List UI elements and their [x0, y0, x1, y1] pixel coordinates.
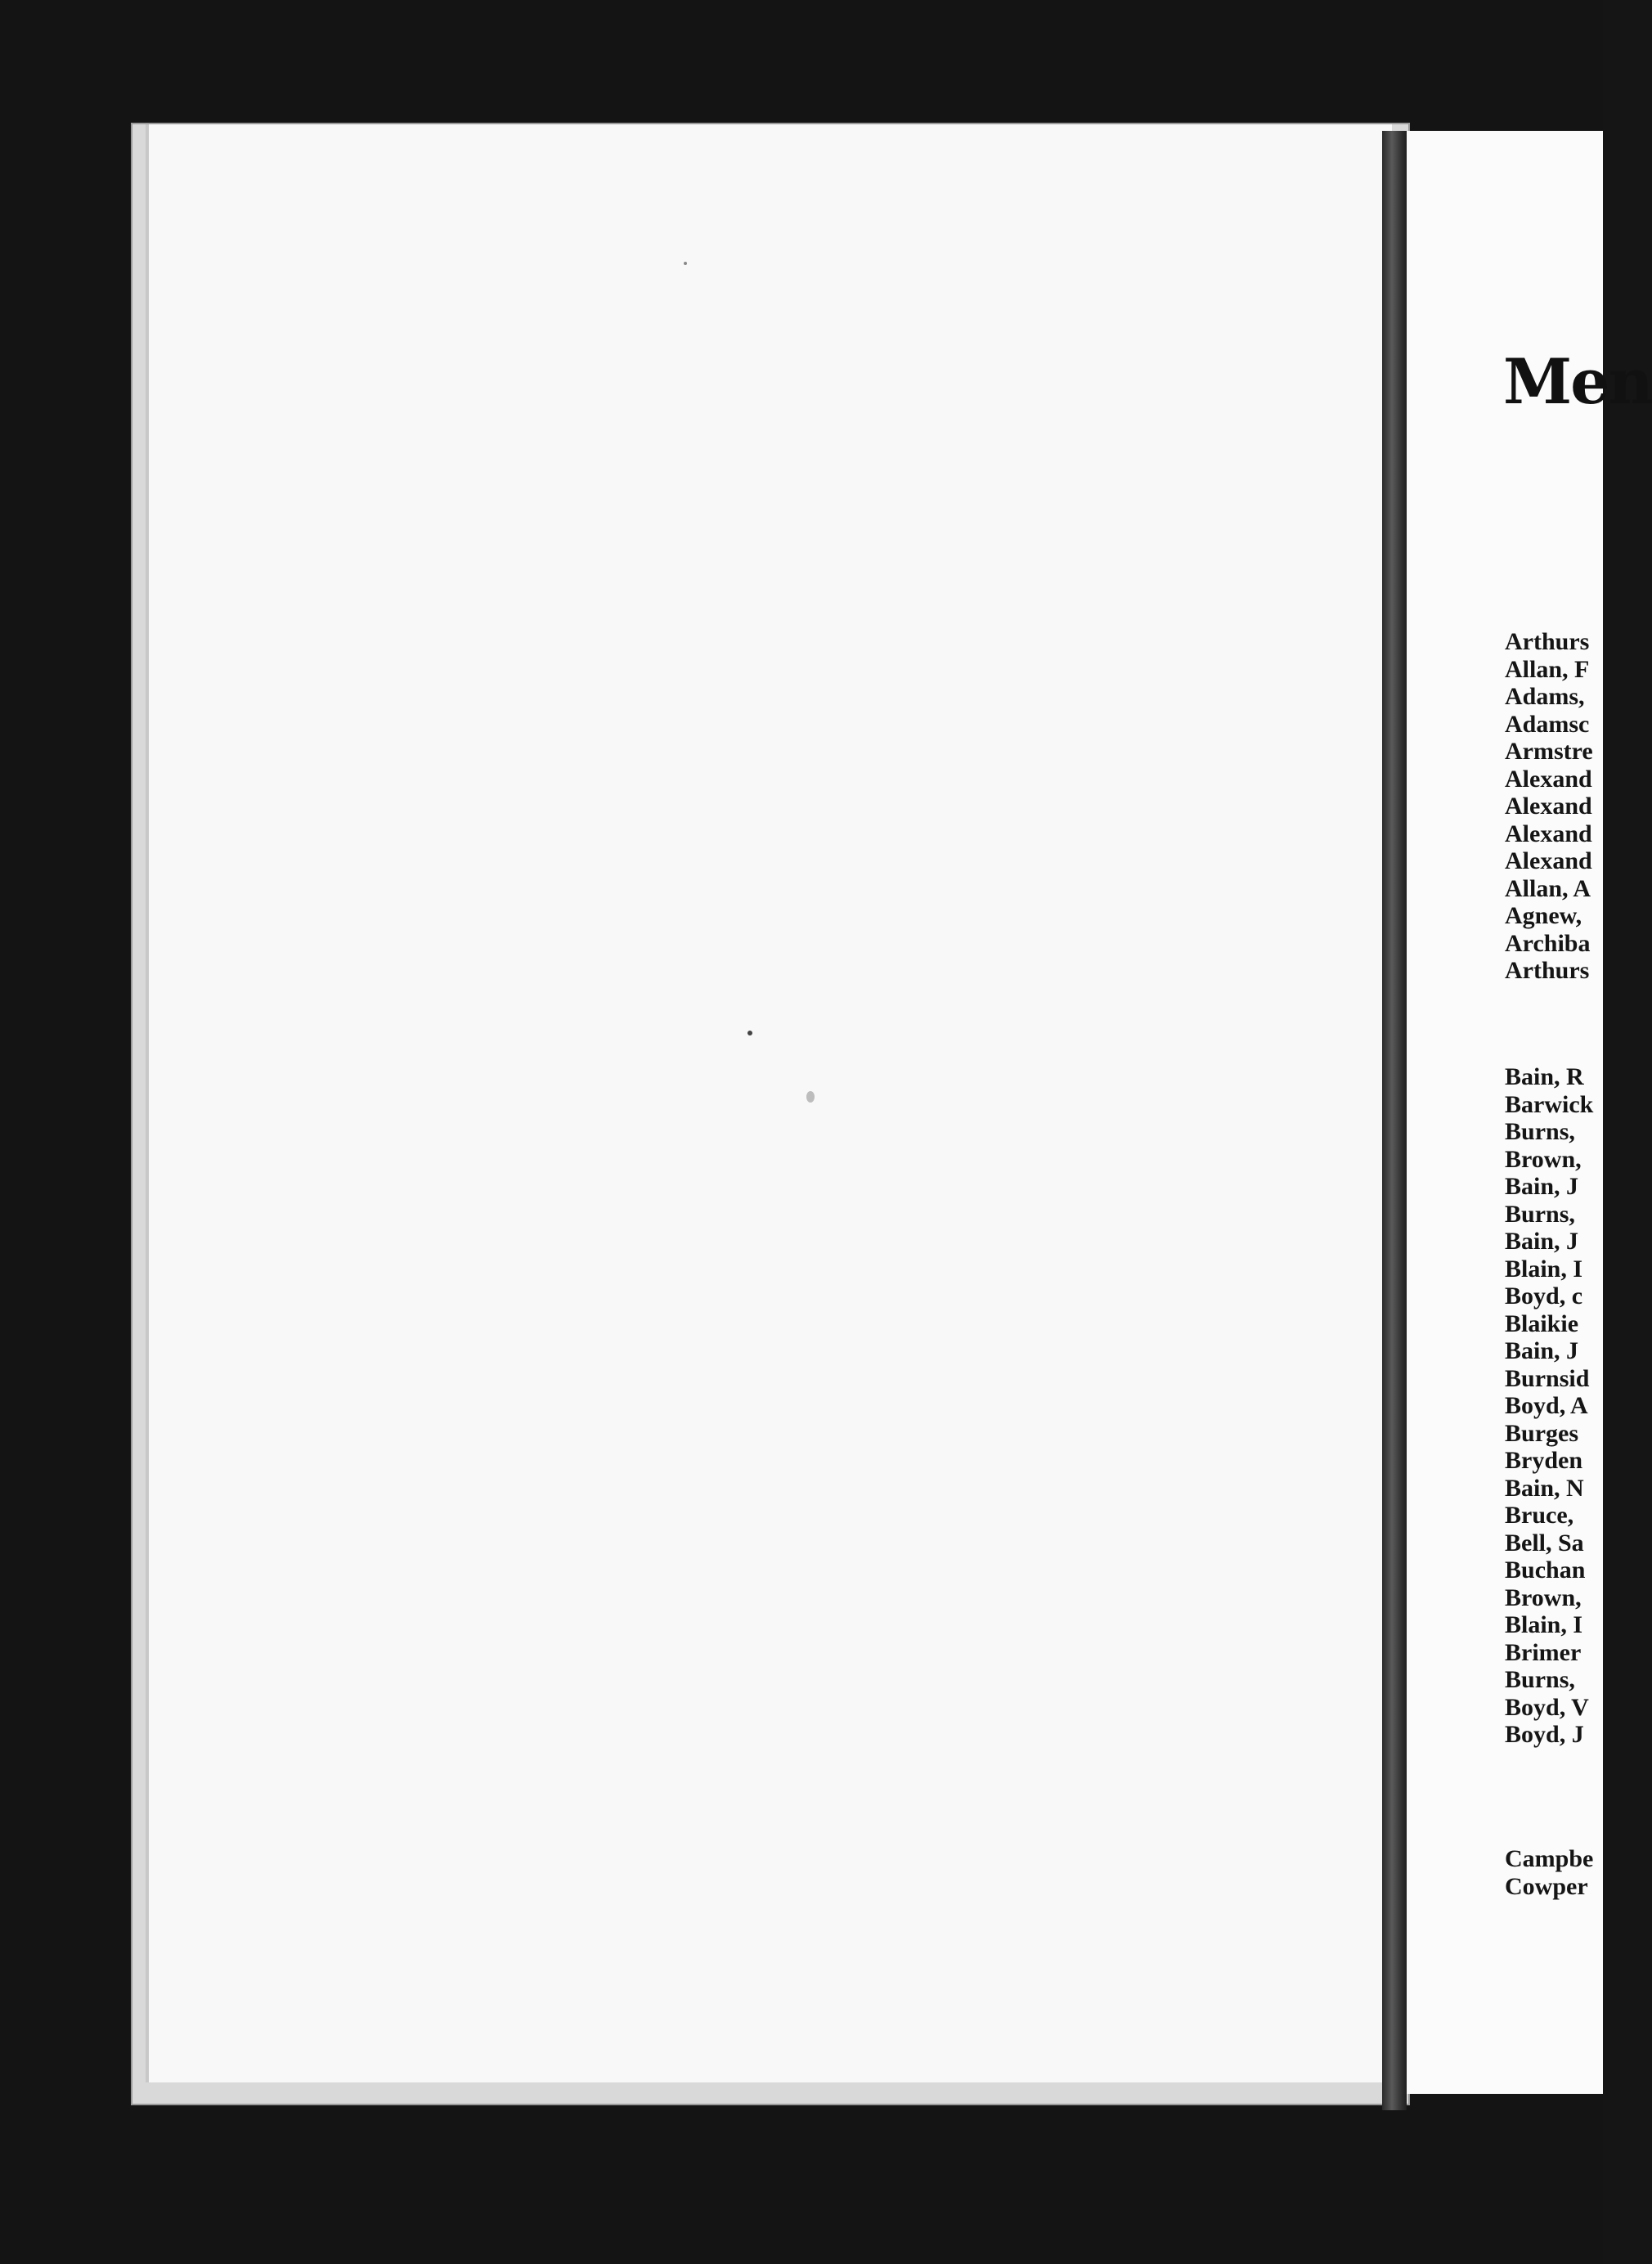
list-item: Barwick [1505, 1090, 1594, 1118]
list-item: Alexand [1505, 793, 1592, 820]
list-item: Bain, J [1505, 1337, 1579, 1364]
list-item: Boyd, J [1505, 1721, 1584, 1748]
list-item: Boyd, c [1505, 1282, 1583, 1309]
right-page [1407, 131, 1652, 2094]
list-item: Bain, J [1505, 1173, 1579, 1200]
paper-speck [684, 262, 687, 265]
list-item: Blain, I [1505, 1611, 1583, 1638]
list-item: Adams, [1505, 683, 1585, 710]
list-item: Brown, [1505, 1145, 1582, 1173]
book-gutter [1382, 131, 1407, 2110]
list-item: Boyd, V [1505, 1693, 1589, 1721]
list-item: Burnsid [1505, 1364, 1590, 1392]
name-list-c [1505, 1845, 1593, 1900]
list-item: Armstre [1505, 738, 1593, 765]
list-item: Alexand [1505, 847, 1592, 874]
list-item: Bain, R [1505, 1063, 1584, 1090]
list-item: Burns, [1505, 1118, 1575, 1145]
list-item: Allan, F [1505, 655, 1590, 683]
page-heading: Men [1503, 345, 1652, 418]
paper-speck [806, 1091, 815, 1103]
name-list-b [1505, 1063, 1593, 1749]
list-item: Bell, Sa [1505, 1529, 1584, 1556]
list-item: Burns, [1505, 1666, 1575, 1693]
list-item: Burges [1505, 1419, 1578, 1447]
list-item: Cowper [1505, 1872, 1588, 1900]
list-item: Archiba [1505, 929, 1591, 957]
list-item: Alexand [1505, 820, 1592, 847]
list-item: Allan, A [1505, 874, 1591, 902]
list-item: Blaikie [1505, 1309, 1579, 1337]
list-item: Arthurs [1505, 628, 1590, 655]
list-item: Buchan [1505, 1556, 1586, 1583]
list-item: Alexand [1505, 765, 1592, 793]
list-item: Bryden [1505, 1447, 1583, 1474]
list-item: Adamsc [1505, 710, 1590, 738]
list-item: Campbe [1505, 1845, 1594, 1872]
list-item: Bruce, [1505, 1502, 1574, 1529]
blank-left-page [146, 124, 1392, 2082]
name-list-a [1505, 628, 1593, 985]
list-item: Arthurs [1505, 957, 1590, 984]
list-item: Burns, [1505, 1200, 1575, 1228]
list-item: Brimer [1505, 1638, 1582, 1666]
list-item: Bain, N [1505, 1474, 1584, 1502]
list-item: Blain, I [1505, 1255, 1583, 1282]
list-item: Agnew, [1505, 902, 1582, 929]
list-item: Boyd, A [1505, 1392, 1588, 1419]
paper-speck [747, 1031, 752, 1035]
list-item: Bain, J [1505, 1228, 1579, 1255]
list-item: Brown, [1505, 1583, 1582, 1611]
